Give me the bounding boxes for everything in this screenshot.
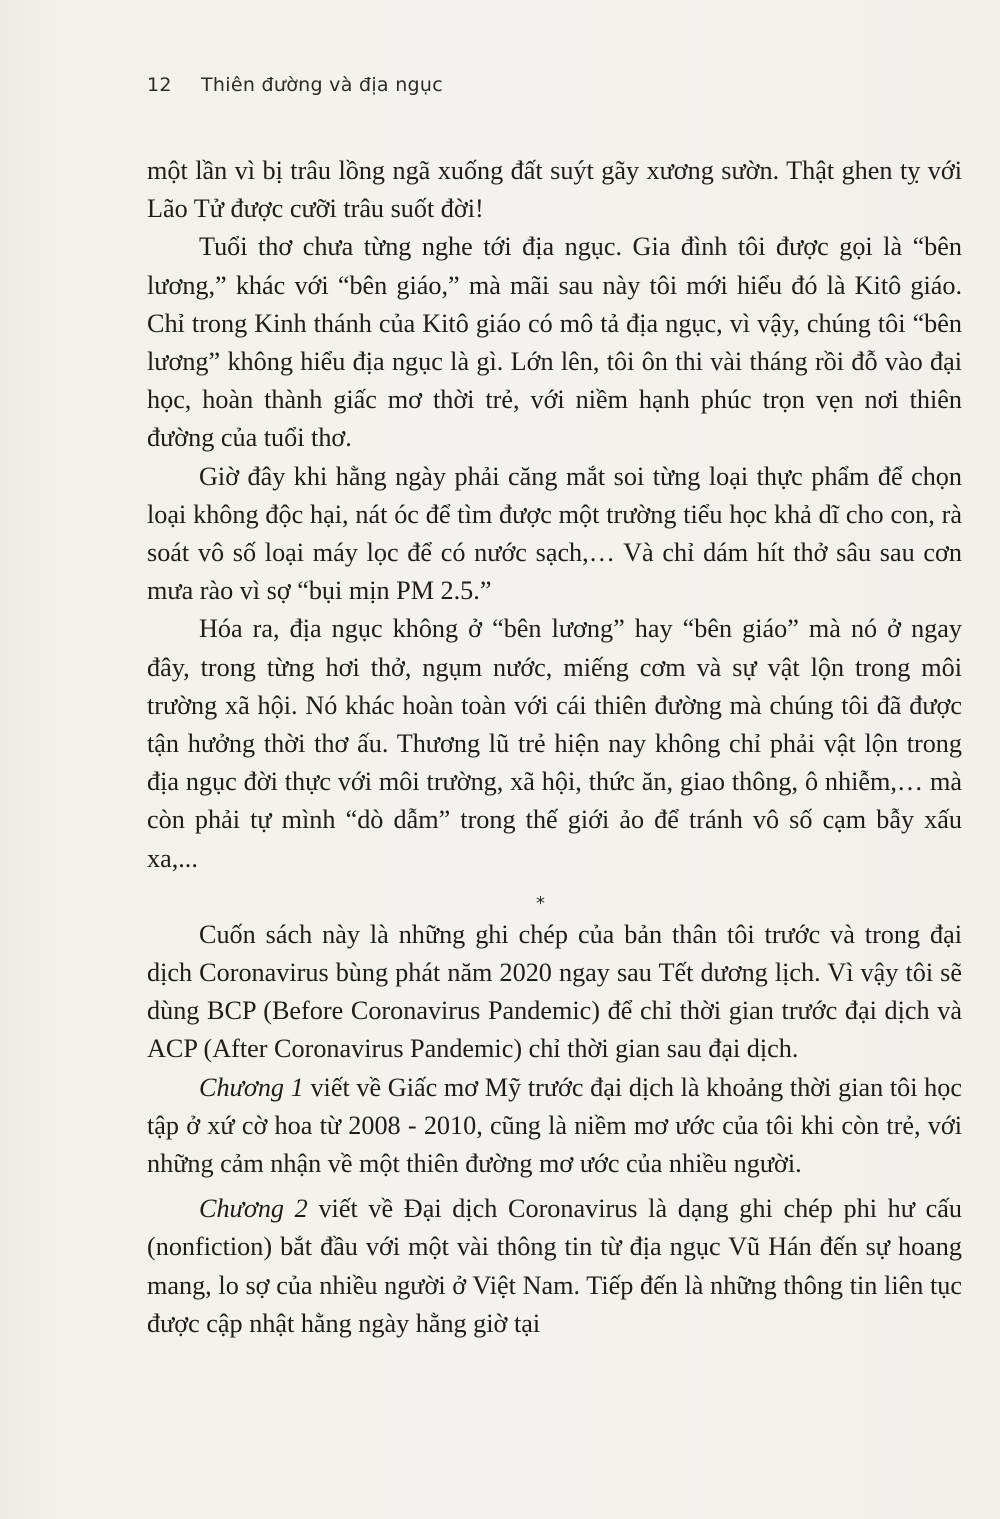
paragraph-chapter-2 <box>147 1190 962 1343</box>
paragraph-chapter-1 <box>147 1069 962 1184</box>
body-text <box>147 152 962 1343</box>
chapter-label: Chương 1 <box>199 1072 304 1102</box>
paragraph-continuation: một lần vì bị trâu lồng ngã xuống đất suýt gãy xương sườn. Thật ghen tỵ với Lão Tử được cưỡi trâu suốt đời! <box>147 156 962 224</box>
paragraph: Giờ đây khi hằng ngày phải căng mắt soi từng loại thực phẩm để chọn loại không độc hại, nát óc để tìm được một trường tiểu học khả dĩ cho con, rà soát vô số loại máy lọc để có nước sạch,… Và chỉ dám hít thở sâu sau cơn mưa rào vì sợ “bụi mịn PM 2.5.” <box>147 461 962 606</box>
paragraph: Cuốn sách này là những ghi chép của bản thân tôi trước và trong đại dịch Coronavirus bùng phát năm 2020 ngay sau Tết dương lịch. Vì vậy tôi sẽ dùng BCP (Before Coronavirus Pandemic) để chỉ thời gian trước đại dịch và ACP (After Coronavirus Pandemic) chỉ thời gian sau đại dịch. <box>147 919 962 1064</box>
paragraph-text: viết về Giấc mơ Mỹ trước đại dịch là khoảng thời gian tôi học tập ở xứ cờ hoa từ 2008 - 2010, cũng là niềm mơ ước của tôi khi còn trẻ, với những cảm nhận về một thiên đường mơ ước của nhiều người. <box>147 1072 962 1179</box>
paragraph: Tuổi thơ chưa từng nghe tới địa ngục. Gia đình tôi được gọi là “bên lương,” khác với “bên giáo,” mà mãi sau này tôi mới hiểu đó là Kitô giáo. Chỉ trong Kinh thánh của Kitô giáo có mô tả địa ngục, vì vậy, chúng tôi “bên lương” không hiểu địa ngục là gì. Lớn lên, tôi ôn thi vài tháng rồi đỗ vào đại học, hoàn thành giấc mơ thời trẻ, với niềm hạnh phúc trọn vẹn nơi thiên đường của tuổi thơ. <box>147 232 962 453</box>
separator-asterisk: * <box>536 892 545 914</box>
section-separator <box>147 878 962 916</box>
page-number: 12 <box>147 74 172 96</box>
running-header <box>147 74 443 108</box>
chapter-label: Chương 2 <box>199 1194 308 1224</box>
paragraph: Hóa ra, địa ngục không ở “bên lương” hay “bên giáo” mà nó ở ngay đây, trong từng hơi thở, ngụm nước, miếng cơm và sự vật lộn trong môi trường xã hội. Nó khác hoàn toàn với cái thiên đường mà chúng tôi đã được tận hưởng thời thơ ấu. Thương lũ trẻ hiện nay không chỉ phải vật lộn trong địa ngục đời thực với môi trường, xã hội, thức ăn, giao thông, ô nhiễm,… mà còn phải tự mình “dò dẫm” trong thế giới ảo để tránh vô số cạm bẫy xấu xa,... <box>147 614 962 873</box>
running-title: Thiên đường và địa ngục <box>201 74 444 96</box>
paragraph-text: viết về Đại dịch Coronavirus là dạng ghi chép phi hư cấu (nonfiction) bắt đầu với một vài thông tin từ địa ngục Vũ Hán đến sự hoang mang, lo sợ của nhiều người ở Việt Nam. Tiếp đến là những thông tin liên tục được cập nhật hằng ngày hằng giờ tại <box>147 1194 962 1338</box>
